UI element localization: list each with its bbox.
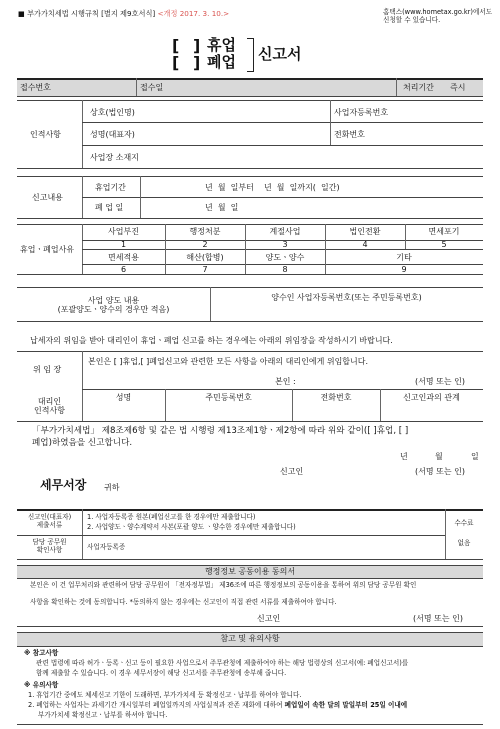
caution-2-cont: 부가가치세 확정신고ㆍ납부를 하셔야 합니다. bbox=[38, 711, 168, 719]
reason-num-6: 6 bbox=[120, 265, 127, 274]
consent-title: 행정정보 공동이용 동의서 bbox=[204, 567, 296, 576]
phone-field[interactable]: 전화번호 bbox=[334, 130, 365, 139]
reason-transfer[interactable]: 양도ㆍ양수 bbox=[265, 253, 305, 262]
report-content-label: 신고내용 bbox=[32, 193, 63, 202]
reason-seasonal[interactable]: 계절사업 bbox=[269, 227, 301, 236]
caution-1: 1. 휴업기간 중에도 체세신고 기한이 도래하면, 부가가치세 등 확정신고ㆍ납부를 하여야 합니다. bbox=[28, 691, 302, 699]
bracket-open-1: [ bbox=[172, 36, 180, 55]
declaration-year[interactable]: 년 bbox=[400, 452, 408, 461]
reason-num-5: 5 bbox=[441, 240, 447, 249]
official-check-label: 담당 공무원 확인사항 bbox=[32, 538, 67, 554]
consent-text-2: 사항을 확인하는 것에 동의합니다. *동의하지 않는 경우에는 신고인이 직접 관련 서류를 제출하여야 합니다. bbox=[30, 598, 337, 606]
transferee-id-field[interactable]: 양수인 사업자등록번호(또는 주민등록번호) bbox=[271, 293, 422, 302]
revision-note: <개정 2017. 3. 10.> bbox=[157, 9, 230, 18]
principal-sign-note: (서명 또는 인) bbox=[415, 377, 465, 386]
power-of-attorney-label: 위 임 장 bbox=[33, 365, 62, 374]
title-option-shutdown: 폐업 bbox=[207, 53, 236, 71]
processing-period-label: 처리기간 bbox=[403, 83, 434, 92]
reason-num-4: 4 bbox=[362, 240, 368, 249]
reference-text-1: 관련 법령에 따라 허가ㆍ등록ㆍ신고 등이 필요한 사업으로서 주무관청에 제출하여야 하는 해당 법령상의 신고서(예: 폐업신고서)를 bbox=[36, 659, 409, 667]
reference-heading: ※ 참고사항 bbox=[24, 649, 59, 657]
reason-num-1: 1 bbox=[120, 240, 127, 249]
page-title: 신고서 bbox=[258, 45, 302, 63]
personal-info-label: 인적사항 bbox=[30, 130, 61, 139]
closing-date-field[interactable]: 년 월 일 bbox=[205, 203, 239, 212]
delegation-notice: 납세자의 위임을 받아 대리인이 휴업ㆍ폐업 신고를 하는 경우에는 아래의 위임장을 작성하시기 바랍니다. bbox=[30, 336, 393, 345]
agent-relation-field[interactable]: 신고인과의 관계 bbox=[403, 393, 460, 402]
addressee: 세무서장 bbox=[40, 478, 87, 492]
representative-field[interactable]: 성명(대표자) bbox=[90, 130, 135, 139]
agent-phone-field[interactable]: 전화번호 bbox=[320, 393, 352, 402]
reason-dissolution[interactable]: 해산(합병) bbox=[186, 253, 224, 262]
declaration-day[interactable]: 일 bbox=[471, 452, 479, 461]
caution-2: 2. 폐업하는 사업자는 과세기간 개시일부터 폐업일까지의 사업실적과 잔존 재화에 대하여 폐업일이 속한 달의 말일부터 25일 이내에 bbox=[28, 701, 408, 709]
agent-name-field[interactable]: 성명 bbox=[115, 393, 132, 402]
title-option-closure: 휴업 bbox=[207, 36, 236, 54]
receipt-date-label: 접수일 bbox=[140, 83, 164, 92]
fee-label: 수수료 bbox=[454, 519, 474, 527]
reason-num-8: 8 bbox=[282, 265, 288, 274]
reason-poor-business[interactable]: 사업부진 bbox=[108, 227, 139, 236]
consent-sign-field[interactable]: 신고인 bbox=[257, 614, 281, 623]
agent-resident-no-field[interactable]: 주민등록번호 bbox=[205, 393, 252, 402]
submit-docs-label: 신고인(대표자) 제출서류 bbox=[27, 513, 72, 529]
closure-period-label: 휴업기간 bbox=[95, 183, 126, 192]
address-field[interactable]: 사업장 소재지 bbox=[90, 153, 139, 162]
form-reference: ■ 부가가치세법 시행규칙 [별지 제9호서식] <개정 2017. 3. 10.> bbox=[18, 9, 230, 18]
title-bracket bbox=[247, 38, 254, 72]
reason-num-2: 2 bbox=[202, 240, 208, 249]
consent-text-1: 본인은 이 건 업무처리와 관련하여 담당 공무원이 「전자정부법」 제36조에 따른 행정정보의 공동이용을 통하여 위의 담당 공무원 확인 bbox=[30, 581, 417, 589]
trade-name-field[interactable]: 상호(법인명) bbox=[90, 108, 135, 117]
business-registration-field[interactable]: 사업자등록번호 bbox=[334, 108, 389, 117]
reason-incorporation[interactable]: 법인전환 bbox=[349, 227, 381, 236]
reason-num-7: 7 bbox=[202, 265, 208, 274]
receipt-number-label: 접수번호 bbox=[20, 83, 51, 92]
reason-tax-exempt[interactable]: 면세적용 bbox=[108, 253, 139, 262]
reporter-sign-field[interactable]: 신고인 bbox=[280, 467, 304, 476]
reference-text-2: 함께 제출할 수 있습니다. 이 경우 세무서장이 해당 신고서를 주무관청에 송부해 줍니다. bbox=[36, 669, 287, 677]
hometax-note: 홈택스(www.hometax.go.kr)에서도 신청할 수 있습니다. bbox=[383, 8, 493, 24]
closing-date-label: 폐 업 일 bbox=[95, 203, 124, 212]
bracket-open-2: [ bbox=[172, 53, 180, 72]
reason-waive-exemption[interactable]: 면세포기 bbox=[428, 227, 460, 236]
reason-num-3: 3 bbox=[282, 240, 288, 249]
bracket-close-1: ] bbox=[193, 36, 201, 55]
transfer-label: 사업 양도 내용 (포괄양도ㆍ양수의 경우만 적음) bbox=[57, 296, 170, 315]
bracket-close-2: ] bbox=[193, 53, 201, 72]
official-check-item: 사업자등록증 bbox=[87, 543, 126, 551]
consent-sign-note: (서명 또는 인) bbox=[413, 614, 463, 623]
reason-admin-action[interactable]: 행정처분 bbox=[189, 227, 221, 236]
reason-other[interactable]: 기타 bbox=[396, 253, 412, 262]
reporter-sign-note: (서명 또는 인) bbox=[415, 467, 465, 476]
reason-num-9: 9 bbox=[401, 265, 407, 274]
closure-reason-label: 휴업ㆍ폐업사유 bbox=[20, 245, 75, 254]
principal-sign-field[interactable]: 본인 : bbox=[275, 377, 296, 386]
processing-period-value: 즉시 bbox=[450, 83, 466, 92]
agent-info-label: 대리인 인적사항 bbox=[34, 397, 65, 416]
fee-value: 없음 bbox=[457, 539, 471, 547]
power-of-attorney-text: 본인은 [ ]휴업,[ ]폐업신고와 관련한 모든 사항을 아래의 대리인에게 위임합니다. bbox=[88, 357, 369, 366]
addressee-suffix: 귀하 bbox=[104, 483, 120, 492]
declaration-month[interactable]: 월 bbox=[435, 452, 443, 461]
submit-doc-2: 2. 사업양도ㆍ양수계약서 사본(포괄 양도 ㆍ양수한 경우에만 제출합니다) bbox=[87, 523, 296, 531]
declaration-text: 「부가가치세법」 제8조제6항 및 같은 법 시행령 제13조제1항ㆍ제2항에 따라 위와 같이([ ]휴업, [ ] 폐업)하였음을 신고합니다. bbox=[32, 426, 409, 448]
notes-title: 참고 및 유의사항 bbox=[220, 634, 280, 643]
caution-heading: ※ 유의사항 bbox=[24, 681, 59, 689]
closure-period-field[interactable]: 년 월 일부터 년 월 일까지( 일간) bbox=[205, 183, 340, 192]
submit-doc-1: 1. 사업자등록증 원본(폐업신고를 한 경우에만 제출합니다) bbox=[87, 513, 256, 521]
